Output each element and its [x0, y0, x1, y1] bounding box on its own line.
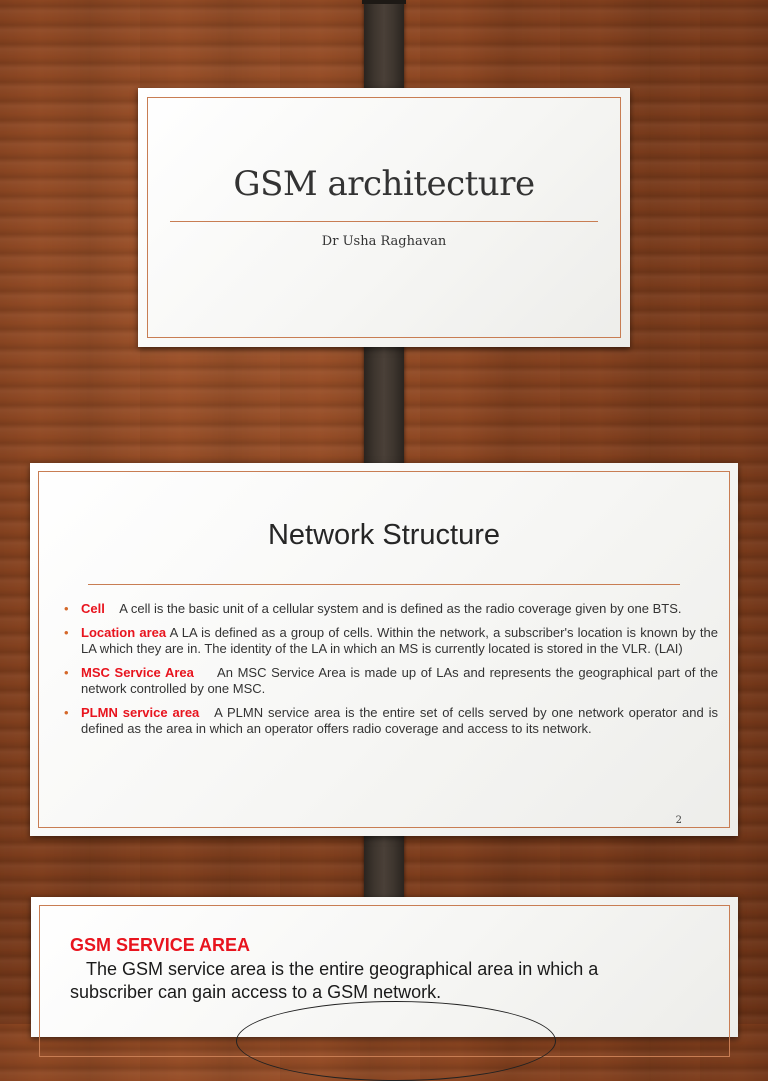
service-area-slide[interactable] [31, 897, 738, 1037]
term-label: MSC Service Area [81, 664, 194, 680]
slide-title: Network Structure [267, 519, 501, 551]
list-item [64, 665, 718, 698]
slide-title: GSM architecture [233, 164, 535, 204]
title-divider [88, 584, 680, 585]
bullet-icon: • [64, 704, 69, 720]
bullet-icon: • [64, 664, 69, 680]
term-label: Cell [81, 601, 105, 616]
title-slide[interactable] [138, 88, 630, 347]
slide-border [147, 97, 621, 338]
list-item [64, 625, 718, 658]
bullet-icon: • [64, 601, 69, 616]
service-area-ellipse [236, 1001, 556, 1081]
term-description: A PLMN service area is the entire set of cells served by one network operator and is defined as the area in which an operator offers radio coverage and access to its network. [81, 704, 719, 736]
list-item [64, 601, 718, 618]
term-description: A LA is defined as a group of cells. Within the network, a subscriber's location is known by the LA which they are in. The identity of the LA in which an MS is currently located is stored in the VLR. (LAI) [81, 624, 718, 656]
section-body: The GSM service area is the entire geographical area in which a subscriber can gain access to a GSM network. [70, 959, 599, 1002]
bullet-icon: • [64, 624, 69, 640]
bullet-list [64, 601, 718, 745]
section-heading: GSM SERVICE AREA [70, 935, 251, 955]
term-description: An MSC Service Area is made up of LAs and represents the geographical part of the network controlled by one MSC. [81, 664, 719, 696]
title-divider [170, 221, 598, 222]
hanging-strap [364, 329, 404, 481]
page-number: 2 [675, 815, 682, 826]
term-label: Location area [81, 624, 167, 640]
term-description: A cell is the basic unit of a cellular system and is defined as the radio coverage given by one BTS. [119, 601, 682, 616]
term-label: PLMN service area [81, 704, 200, 720]
list-item [64, 705, 718, 738]
network-structure-slide[interactable] [30, 463, 738, 836]
slide-author: Dr Usha Raghavan [321, 234, 447, 249]
